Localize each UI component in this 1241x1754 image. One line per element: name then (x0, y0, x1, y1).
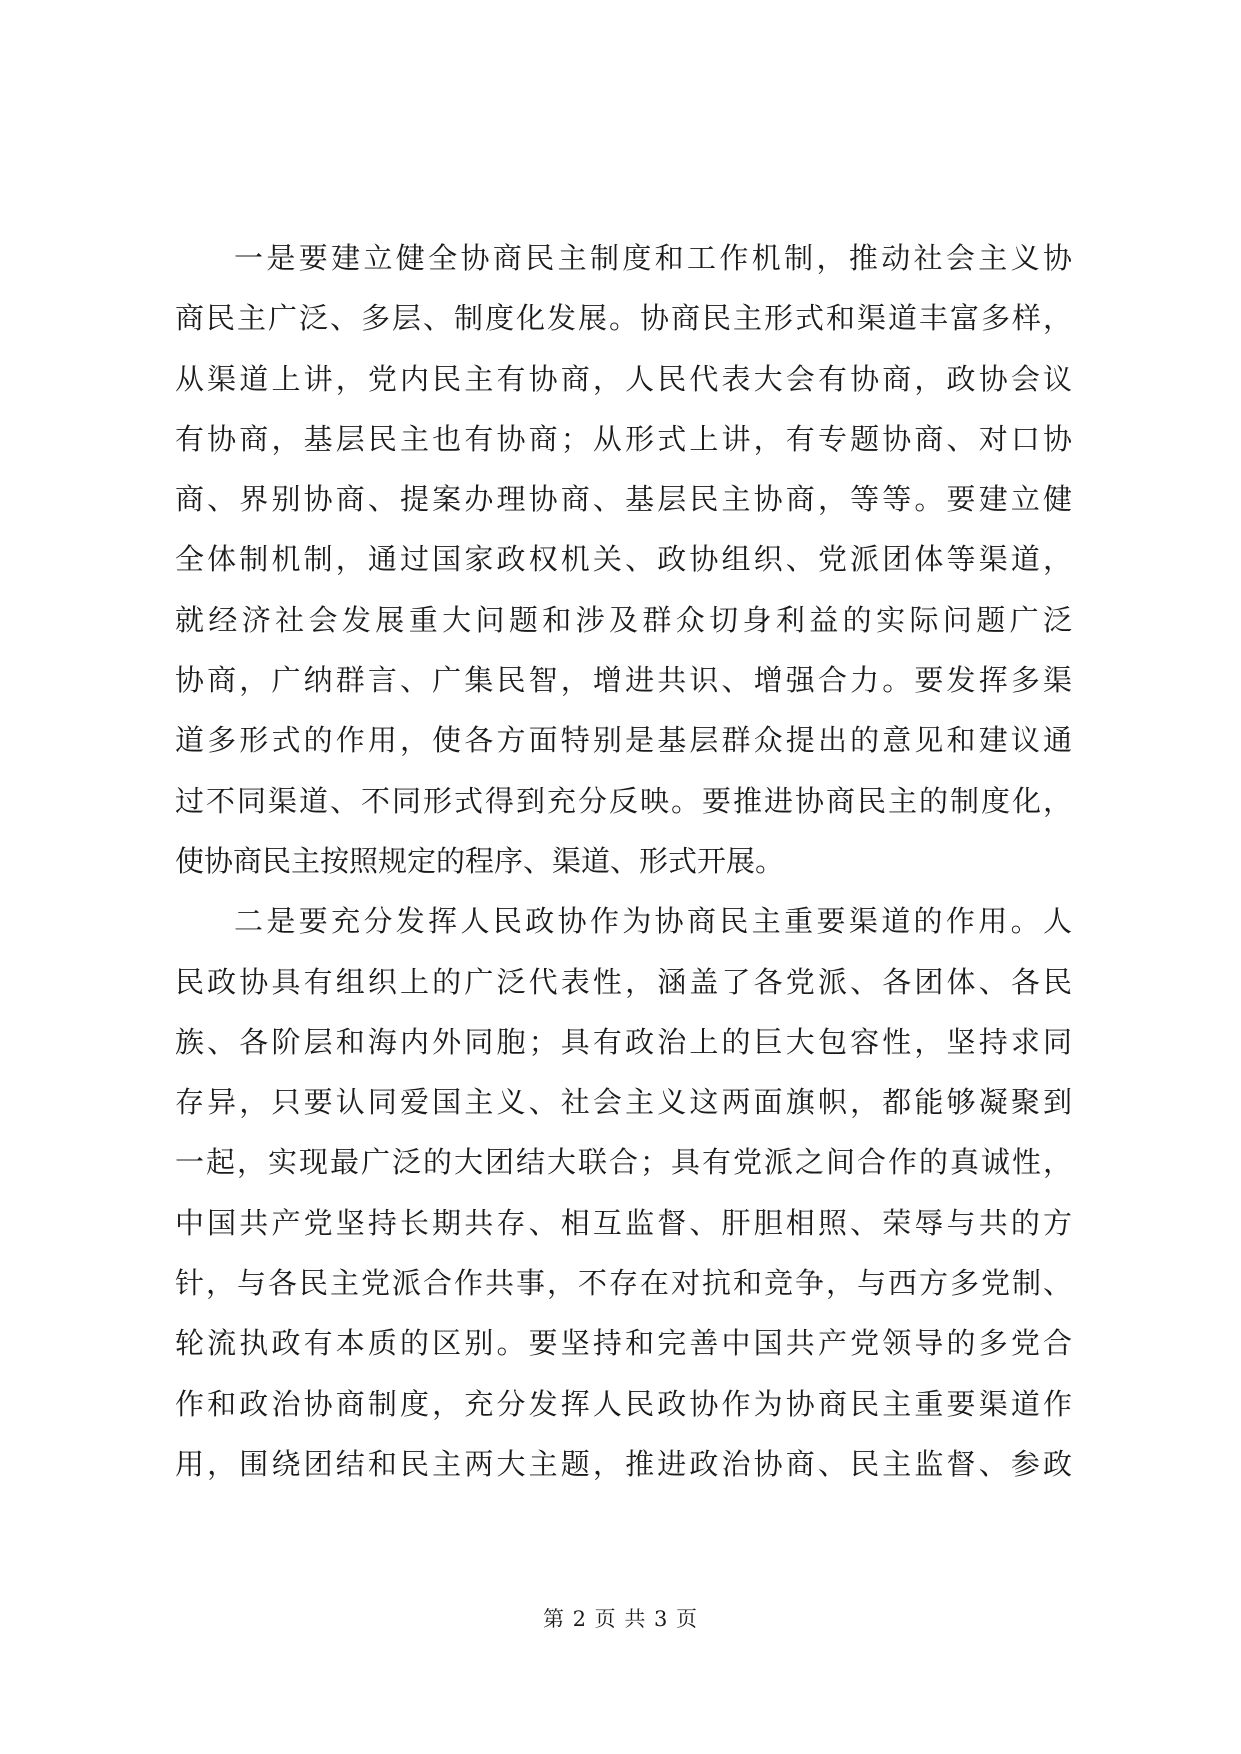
text-line: 一起，实现最广泛的大团结大联合；具有党派之间合作的真诚性， (175, 1145, 1072, 1180)
text-line: 过不同渠道、不同形式得到充分反映。要推进协商民主的制度化， (175, 783, 1072, 818)
text-line: 商民主广泛、多层、制度化发展。协商民主形式和渠道丰富多样， (175, 301, 1072, 336)
text-line: 就经济社会发展重大问题和涉及群众切身利益的实际问题广泛 (175, 602, 1072, 637)
text-line: 协商，广纳群言、广集民智，增进共识、增强合力。要发挥多渠 (175, 663, 1072, 698)
text-line: 民政协具有组织上的广泛代表性，涵盖了各党派、各团体、各民 (175, 964, 1072, 999)
text-line: 中国共产党坚持长期共存、相互监督、肝胆相照、荣辱与共的方 (175, 1205, 1072, 1240)
text-line: 存异，只要认同爱国主义、社会主义这两面旗帜，都能够凝聚到 (175, 1085, 1072, 1120)
text-line: 用，围绕团结和民主两大主题，推进政治协商、民主监督、参政 (175, 1446, 1072, 1481)
text-line: 作和政治协商制度，充分发挥人民政协作为协商民主重要渠道作 (175, 1386, 1072, 1421)
text-line: 全体制机制，通过国家政权机关、政协组织、党派团体等渠道， (175, 542, 1072, 577)
text-line: 使协商民主按照规定的程序、渠道、形式开展。 (175, 843, 785, 878)
text-line: 商、界别协商、提案办理协商、基层民主协商，等等。要建立健 (175, 482, 1072, 517)
paragraph-1 (175, 228, 1072, 891)
text-line: 二是要充分发挥人民政协作为协商民主重要渠道的作用。人 (234, 904, 1072, 939)
text-line: 从渠道上讲，党内民主有协商，人民代表大会有协商，政协会议 (175, 361, 1072, 396)
text-line: 道多形式的作用，使各方面特别是基层群众提出的意见和建议通 (175, 723, 1072, 758)
document-body (175, 228, 1072, 1494)
page-number-footer: 第 2 页 共 3 页 (542, 1607, 699, 1631)
text-line: 轮流执政有本质的区别。要坚持和完善中国共产党领导的多党合 (175, 1326, 1072, 1361)
text-line: 针，与各民主党派合作共事，不存在对抗和竞争，与西方多党制、 (175, 1266, 1072, 1301)
text-line: 有协商，基层民主也有协商；从形式上讲，有专题协商、对口协 (175, 421, 1072, 456)
text-line: 族、各阶层和海内外同胞；具有政治上的巨大包容性，坚持求同 (175, 1024, 1072, 1059)
text-line: 一是要建立健全协商民主制度和工作机制，推动社会主义协 (234, 241, 1072, 275)
paragraph-2 (175, 891, 1072, 1494)
